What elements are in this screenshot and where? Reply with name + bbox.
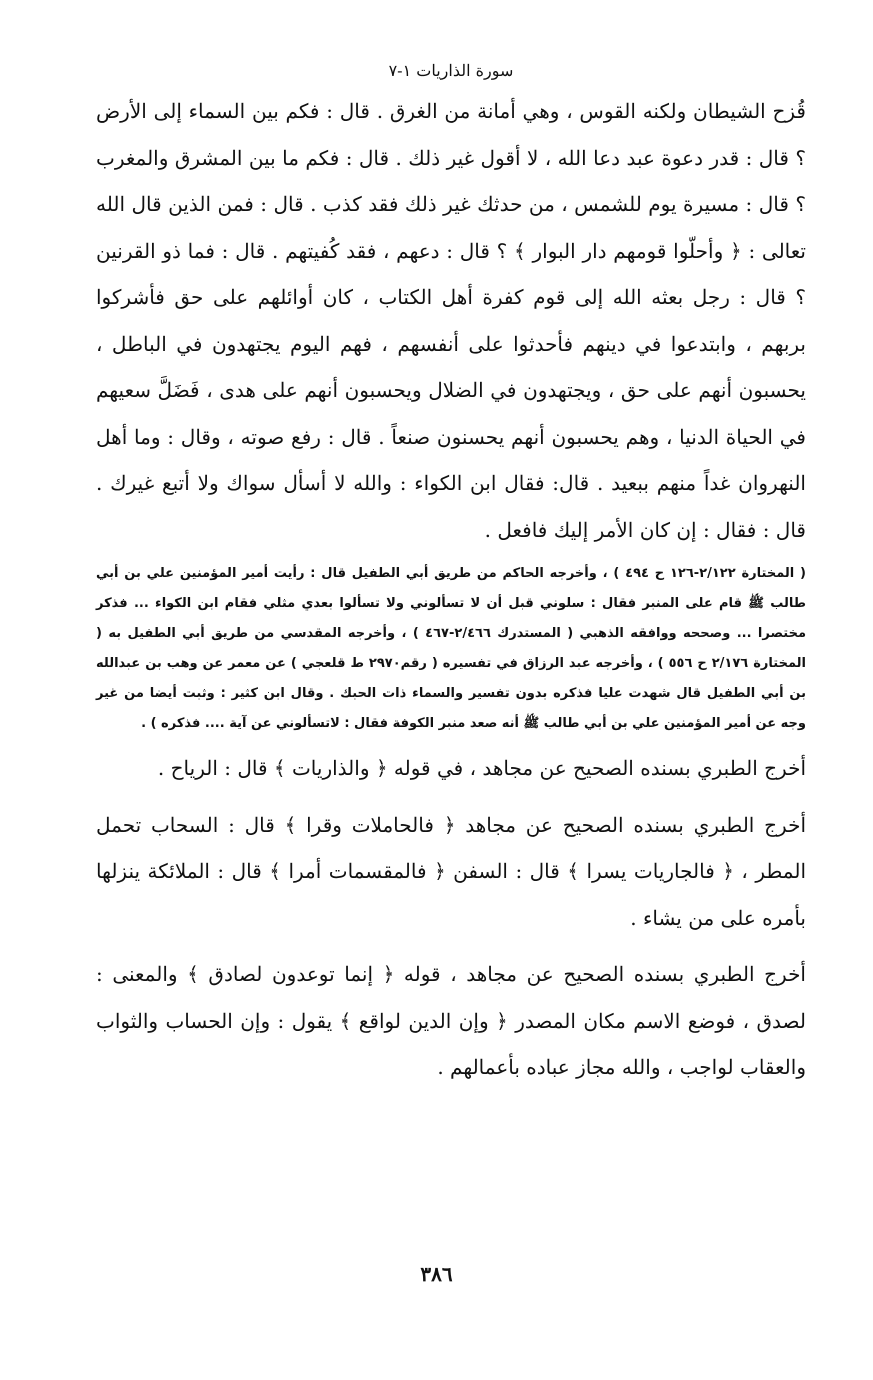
running-title: سورة الذاريات ١-٧ <box>388 61 514 80</box>
section-paragraph-2: أخرج الطبري بسنده الصحيح عن مجاهد ﴿ فالحاملات وقرا ﴾ قال : السحاب تحمل المطر ، ﴿ فالجاريات يسرا ﴾ قال : السفن ﴿ فالمقسمات أمرا ﴾ قال : الملائكة ينزلها بأمره على من يشاء . <box>96 812 806 930</box>
section-paragraph-1: أخرج الطبري بسنده الصحيح عن مجاهد ، في قوله ﴿ والذاريات ﴾ قال : الرياح . <box>157 756 806 780</box>
footnote: ( المختارة ٢/١٢٢-١٢٦ ح ٤٩٤ ) ، وأخرجه الحاكم من طريق أبي الطفيل قال : رأيت أمير المؤمنين علي بن أبي طالب ﷺ قام على المنبر فقال : سلوني قبل أن لا تسألوني ولا تسألوا بعدي مثلي فقام ابن الكواء ... فذكر مختصرا ... وصححه ووافقه الذهبي ( المستدرك ٢/٤٦٦-٤٦٧ ) ، وأخرجه المقدسي من طريق أبي الطفيل به ( المختارة ٢/١٧٦ ح ٥٥٦ ) ، وأخرجه عبد الرزاق في تفسيره ( رقم٢٩٧٠ ط قلعجي ) عن معمر عن وهب بن عبدالله بن أبي الطفيل قال شهدت عليا فذكره بدون تفسير والسماء ذات الحبك . وقال ابن كثير : وثبت أيضا من غير وجه عن أمير المؤمنين علي بن أبي طالب ﷺ أنه صعد منبر الكوفة فقال : لاتسألوني عن آية .... فذكره ) . <box>96 566 806 731</box>
main-paragraph: قُزح الشيطان ولكنه القوس ، وهي أمانة من الغرق . قال : فكم بين السماء إلى الأرض ؟ قال : قدر دعوة عبد دعا الله ، لا أقول غير ذلك . قال : فكم ما بين المشرق والمغرب ؟ قال : مسيرة يوم للشمس ، من حدثك غير ذلك فقد كذب . قال : فمن الذين قال الله تعالى : ﴿ وأحلّوا قومهم دار البوار ﴾ ؟ قال : دعهم ، فقد كُفيتهم . قال : فما ذو القرنين ؟ قال : رجل بعثه الله إلى قوم كفرة أهل الكتاب ، كان أوائلهم على حق فأشركوا بربهم ، وابتدعوا في دينهم فأحدثوا على أنفسهم ، فهم اليوم يجتهدون في الباطل ، يحسبون أنهم على حق ، ويجتهدون في الضلال ويحسبون أنهم على هدى ، فَضَلَّ سعيهم في الحياة الدنيا ، وهم يحسبون أنهم يحسنون صنعاً . قال : رفع صوته ، وقال : وما أهل النهروان غداً منهم ببعيد . قال: فقال ابن الكواء : والله لا أسأل سواك ولا أتبع غيرك . قال : فقال : إن كان الأمر إليك فافعل . <box>96 99 806 542</box>
section-paragraph-3: أخرج الطبري بسنده الصحيح عن مجاهد ، قوله ﴿ إنما توعدون لصادق ﴾ والمعنى : لصدق ، فوضع الاسم مكان المصدر ﴿ وإن الدين لواقع ﴾ يقول : وإن الحساب والثواب والعقاب لواجب ، والله مجاز عباده بأعمالهم . <box>96 962 806 1079</box>
page-body <box>96 60 806 1101</box>
page-number: ٣٨٦ <box>420 1262 453 1286</box>
